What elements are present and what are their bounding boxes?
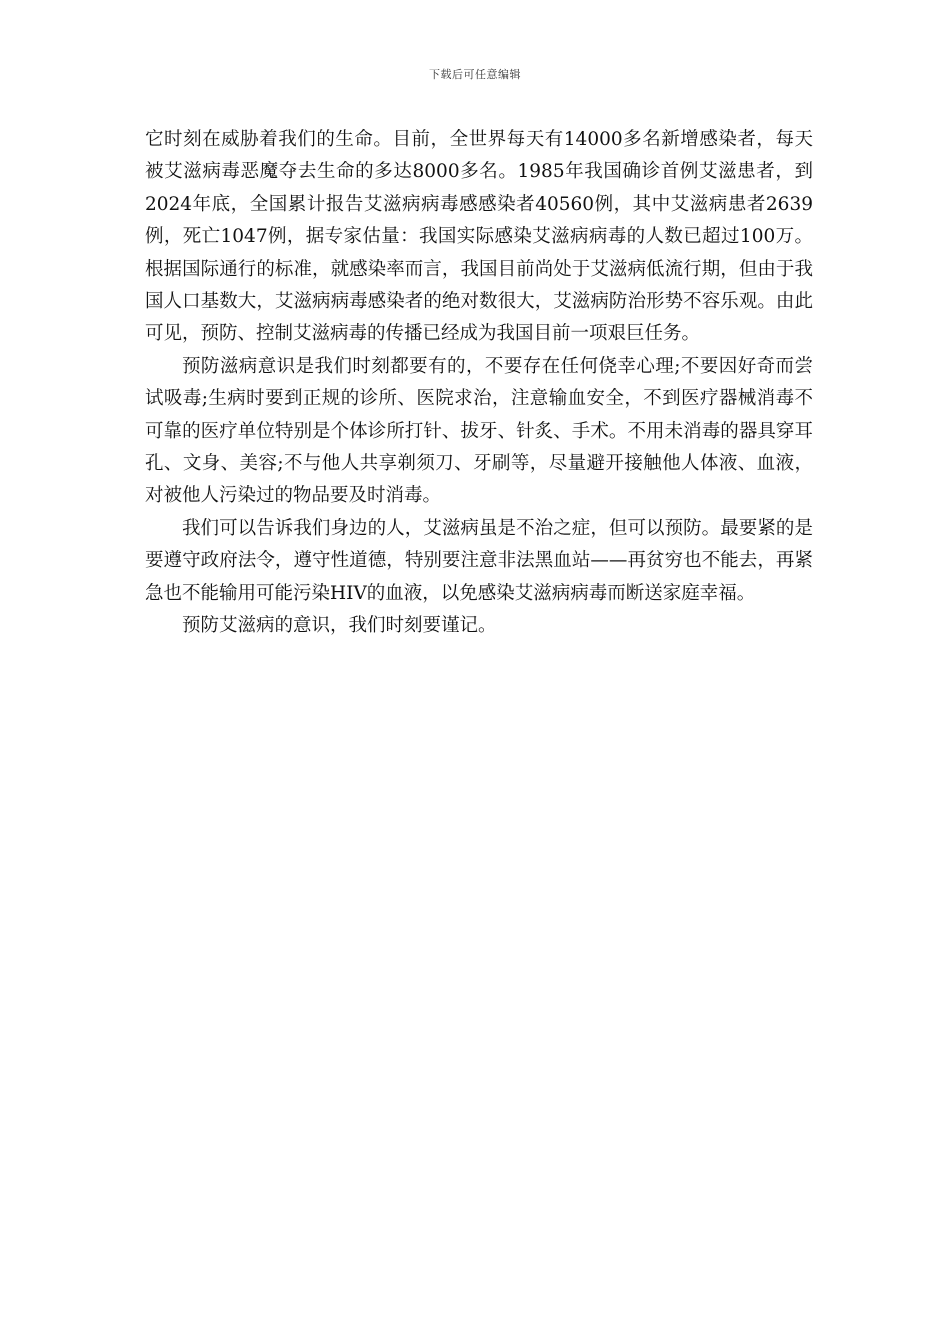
paragraph-continuation: 它时刻在威胁着我们的生命。目前，全世界每天有14000多名新增感染者，每天被艾滋病毒恶魔夺去生命的多达8000多名。1985年我国确诊首例艾滋患者，到2024年底，全国累计报告艾滋病病毒感感染者40560例，其中艾滋病患者2639例，死亡1047例，据专家估量：我国实际感染艾滋病病毒的人数已超过100万。根据国际通行的标准，就感染率而言，我国目前尚处于艾滋病低流行期，但由于我国人口基数大，艾滋病病毒感染者的绝对数很大，艾滋病防治形势不容乐观。由此可见，预防、控制艾滋病毒的传播已经成为我国目前一项艰巨任务。 — [145, 129, 813, 345]
paragraph-preventable: 我们可以告诉我们身边的人，艾滋病虽是不治之症，但可以预防。最要紧的是要遵守政府法令，遵守性道德，特别要注意非法黑血站——再贫穷也不能去，再紧急也不能输用可能污染HIV的血液，以免感染艾滋病病毒而断送家庭幸福。 — [145, 517, 813, 604]
paragraph-conclusion: 预防艾滋病的意识，我们时刻要谨记。 — [182, 615, 497, 637]
document-body — [145, 124, 813, 643]
header-note: 下载后可任意编辑 — [429, 68, 521, 81]
paragraph-prevention-awareness: 预防滋病意识是我们时刻都要有的，不要存在任何侥幸心理;不要因好奇而尝试吸毒;生病时要到正规的诊所、医院求治，注意输血安全，不到医疗器械消毒不可靠的医疗单位特别是个体诊所打针、拔牙、针炙、手术。不用未消毒的器具穿耳孔、文身、美容;不与他人共享剃须刀、牙刷等，尽量避开接触他人体液、血液，对被他人污染过的物品要及时消毒。 — [145, 355, 813, 507]
